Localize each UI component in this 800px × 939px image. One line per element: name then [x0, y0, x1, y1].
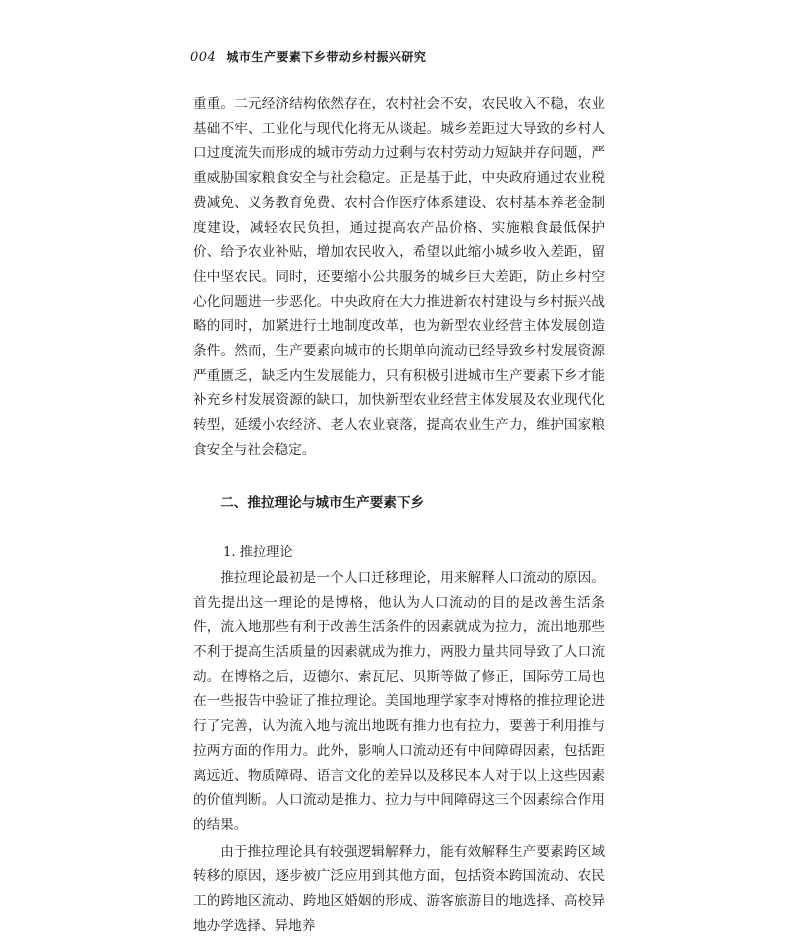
paragraph: 推拉理论最初是一个人口迁移理论，用来解释人口流动的原因。首先提出这一理论的是博格，他认为人口流动的目的是改善生活条件，流入地那些有利于改善生活条件的因素就成为拉力，流出地那些不利于提高生活质量的因素就成为推力，两股力量共同导致了人口流动。在博格之后，迈德尔、索瓦尼、贝斯等做了修正，国际劳工局也在一些报告中验证了推拉理论。美国地理学家李对博格的推拉理论进行了完善，认为流入地与流出地既有推力也有拉力，要善于利用推与拉两方面的作用力。此外，影响人口流动还有中间障碍因素，包括距离远近、物质障碍、语言文化的差异以及移民本人对于以上这些因素的价值判断。人口流动是推力、拉力与中间障碍这三个因素综合作用的结果。 [193, 569, 605, 833]
page-number: 004 [190, 50, 217, 65]
paragraph-continued: 重重。二元经济结构依然存在，农村社会不安，农民收入不稳，农业基础不牢、工业化与现代化将无从谈起。城乡差距过大导致的乡村人口过度流失而形成的城市劳动力过剩与农村劳动力短缺并存问题，严重威胁国家粮食安全与社会稳定。正是基于此，中央政府通过农业税费减免、义务教育免费、农村合作医疗体系建设、农村基本养老金制度建设，减轻农民负担，通过提高农产品价格、实施粮食最低保护价、给予农业补贴，增加农民收入，希望以此缩小城乡收入差距，留住中坚农民。同时，还要缩小公共服务的城乡巨大差距，防止乡村空心化问题进一步恶化。中央政府在大力推进新农村建设与乡村振兴战略的同时，加紧进行土地制度改革，也为新型农业经营主体发展创造条件。然而，生产要素向城市的长期单向流动已经导致乡村发展资源严重匮乏，缺乏内生发展能力，只有积极引进城市生产要素下乡才能补充乡村发展资源的缺口，加快新型农业经营主体发展及农业现代化转型，延缓小农经济、老人农业衰落，提高农业生产力，维护国家粮食安全与社会稳定。 [193, 96, 605, 458]
page-body [193, 92, 605, 939]
running-header [190, 48, 426, 65]
running-title: 城市生产要素下乡带动乡村振兴研究 [226, 50, 427, 64]
paragraph: 由于推拉理论具有较强逻辑解释力，能有效解释生产要素跨区域转移的原因，逐步被广泛应用到其他方面，包括资本跨国流动、农民工的跨地区流动、跨地区婚姻的形成、游客旅游目的地选择、高校异地办学选择、异地养 [193, 843, 605, 934]
section-heading: 二、推拉理论与城市生产要素下乡 [220, 494, 425, 511]
subsection-heading: 1. 推拉理论 [223, 545, 293, 561]
